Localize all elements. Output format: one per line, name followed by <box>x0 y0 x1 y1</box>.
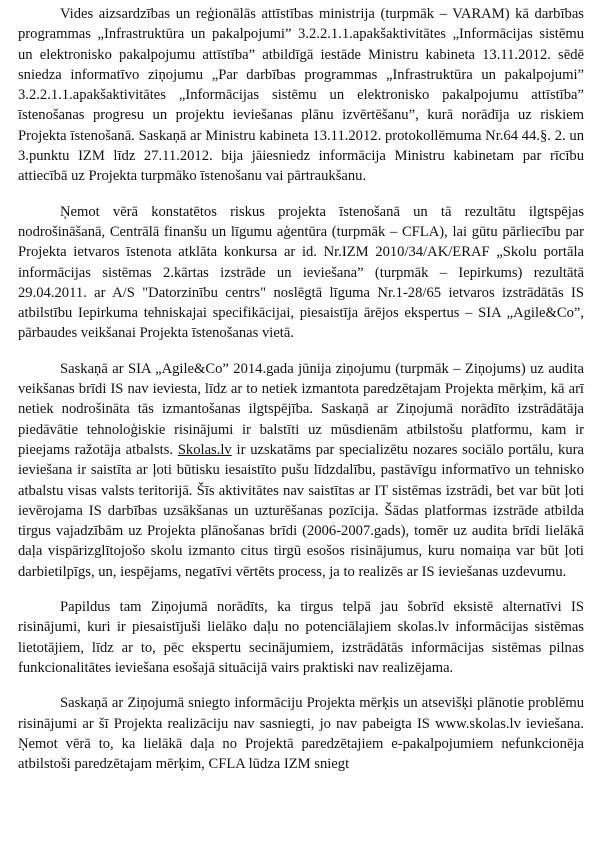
paragraph-text: Papildus tam Ziņojumā norādīts, ka tirgus telpā jau šobrīd eksistē alternatīvi IS risinājumi, kuri ir piesaistījuši lielāko daļu no potenciālajiem skolas.lv informācijas sistēmas lietotājiem, līdz ar to, pēc ekspertu secinājumiem, izstrādātās informācijas sistēmas pilnas funkcionalitātes ieviešana esošajā situācijā vairs praktiski nav realizējama. <box>18 599 584 676</box>
paragraph-text: Vides aizsardzības un reģionālās attīstības ministrija (turpmāk – VARAM) kā darbības programmas „Infrastruktūra un pakalpojumi” 3.2.2.1.1.apakšaktivitātes „Informācijas sistēmu un elektronisko pakalpojumu attīstība” atbildīgā iestāde Ministru kabineta 13.11.2012. sēdē sniedza informatīvo ziņojumu „Par darbības programmas „Infrastruktūra un pakalpojumi” 3.2.2.1.1.apakšaktivitātes „Informācijas sistēmu un elektronisko pakalpojumu attīstība” īstenošanas progresu un projektu ieviešanas plānu izvērtēšanu”, kurā norādīja uz riskiem Projekta īstenošanā. Saskaņā ar Ministru kabineta 13.11.2012. protokollēmuma Nr.64 44.§. 2. un 3.punktu IZM līdz 27.11.2012. bija jāiesniedz informācija Ministru kabinetam par rīcību attiecībā uz Projekta turpmāko īstenošanu vai pārtraukšanu. <box>18 6 584 185</box>
paragraph-text: Saskaņā ar SIA „Agile&Co” 2014.gada jūnija ziņojumu (turpmāk – Ziņojums) uz audita veikšanas brīdi IS nav ieviesta, līdz ar to netiek izmantota paredzētajam Projekta mērķim, kā arī netiek nodrošināta tās izmantošanas ilgtspējība. Saskaņā ar Ziņojumā norādīto izstrādātāja piedāvātie tehnoloģiskie risinājumi ir balstīti uz mūsdienām atbilstošu platformu, kam ir pieejams ražotāja atbalsts. <box>18 360 584 458</box>
paragraph-agile-report <box>18 359 584 582</box>
skolas-lv-link[interactable]: Skolas.lv <box>177 441 232 458</box>
paragraph-alternative-solutions <box>18 597 584 678</box>
paragraph-text: Saskaņā ar Ziņojumā sniegto informāciju Projekta mērķis un atsevišķi plānotie problēmu risinājumi ar šī Projekta realizāciju nav sasniegti, jo nav pabeigta IS www.skolas.lv ieviešana. Ņemot vērā to, ka lielākā daļa no Projektā paredzētajiem e-pakalpojumiem nefunkcionēja atbilstoši paredzētajam mērķim, CFLA lūdza IZM sniegt <box>18 695 584 773</box>
paragraph-cfla-risks <box>18 202 584 344</box>
paragraph-text: ir uzskatāms par specializētu nozares sociālo portālu, kura ieviešana ir saistīta ar ļoti būtisku iesaistīto pušu līdzdalību, pastāvīgu informatīvo un tehnisko atbalstu visas valsts teritorijā. Šīs aktivitātes nav saistītas ar IT sistēmas izstrādi, bet var būt ļoti ievērojama IS darbības uzsākšanas un uzturēšanas pozīcija. Šādas platformas izstrāde atbilda tirgus vajadzībām uz Projekta plānošanas brīdi (2006-2007.gads), tomēr uz audita brīdi lielākā daļa vispārizglītojošo skolu izmanto citus tirgū esošos risinājumus, kuru nomaiņa var būt ļoti darbietilpīgs, un, iespējams, negatīvi vērtēts process, ja to realizēs ar IS ieviešanas uzdevumu. <box>18 441 584 580</box>
paragraph-project-goals <box>18 693 584 774</box>
document-page <box>18 4 584 789</box>
paragraph-text: Ņemot vērā konstatētos riskus projekta īstenošanā un tā rezultātu ilgtspējas nodrošināšanā, Centrālā finanšu un līgumu aģentūra (turpmāk – CFLA), lai gūtu pārliecību par Projekta ietvaros īstenota atklāta konkursa ar id. Nr.IZM 2010/34/AK/ERAF „Skolu portāla informācijas sistēmas 2.kārtas izstrāde un ieviešana” (turpmāk – Iepirkums) rezultātā 29.04.2011. ar A/S "Datorzinību centrs" noslēgtā līguma Nr.1-28/65 ietvaros izstrādātās IS atbilstību Iepirkuma tehniskajai specifikācijai, piesaistīja ārējos ekspertus – SIA „Agile&Co”, pārbaudes veikšanai Projekta īstenošanas vietā. <box>18 203 584 342</box>
paragraph-varam-report <box>18 4 584 187</box>
